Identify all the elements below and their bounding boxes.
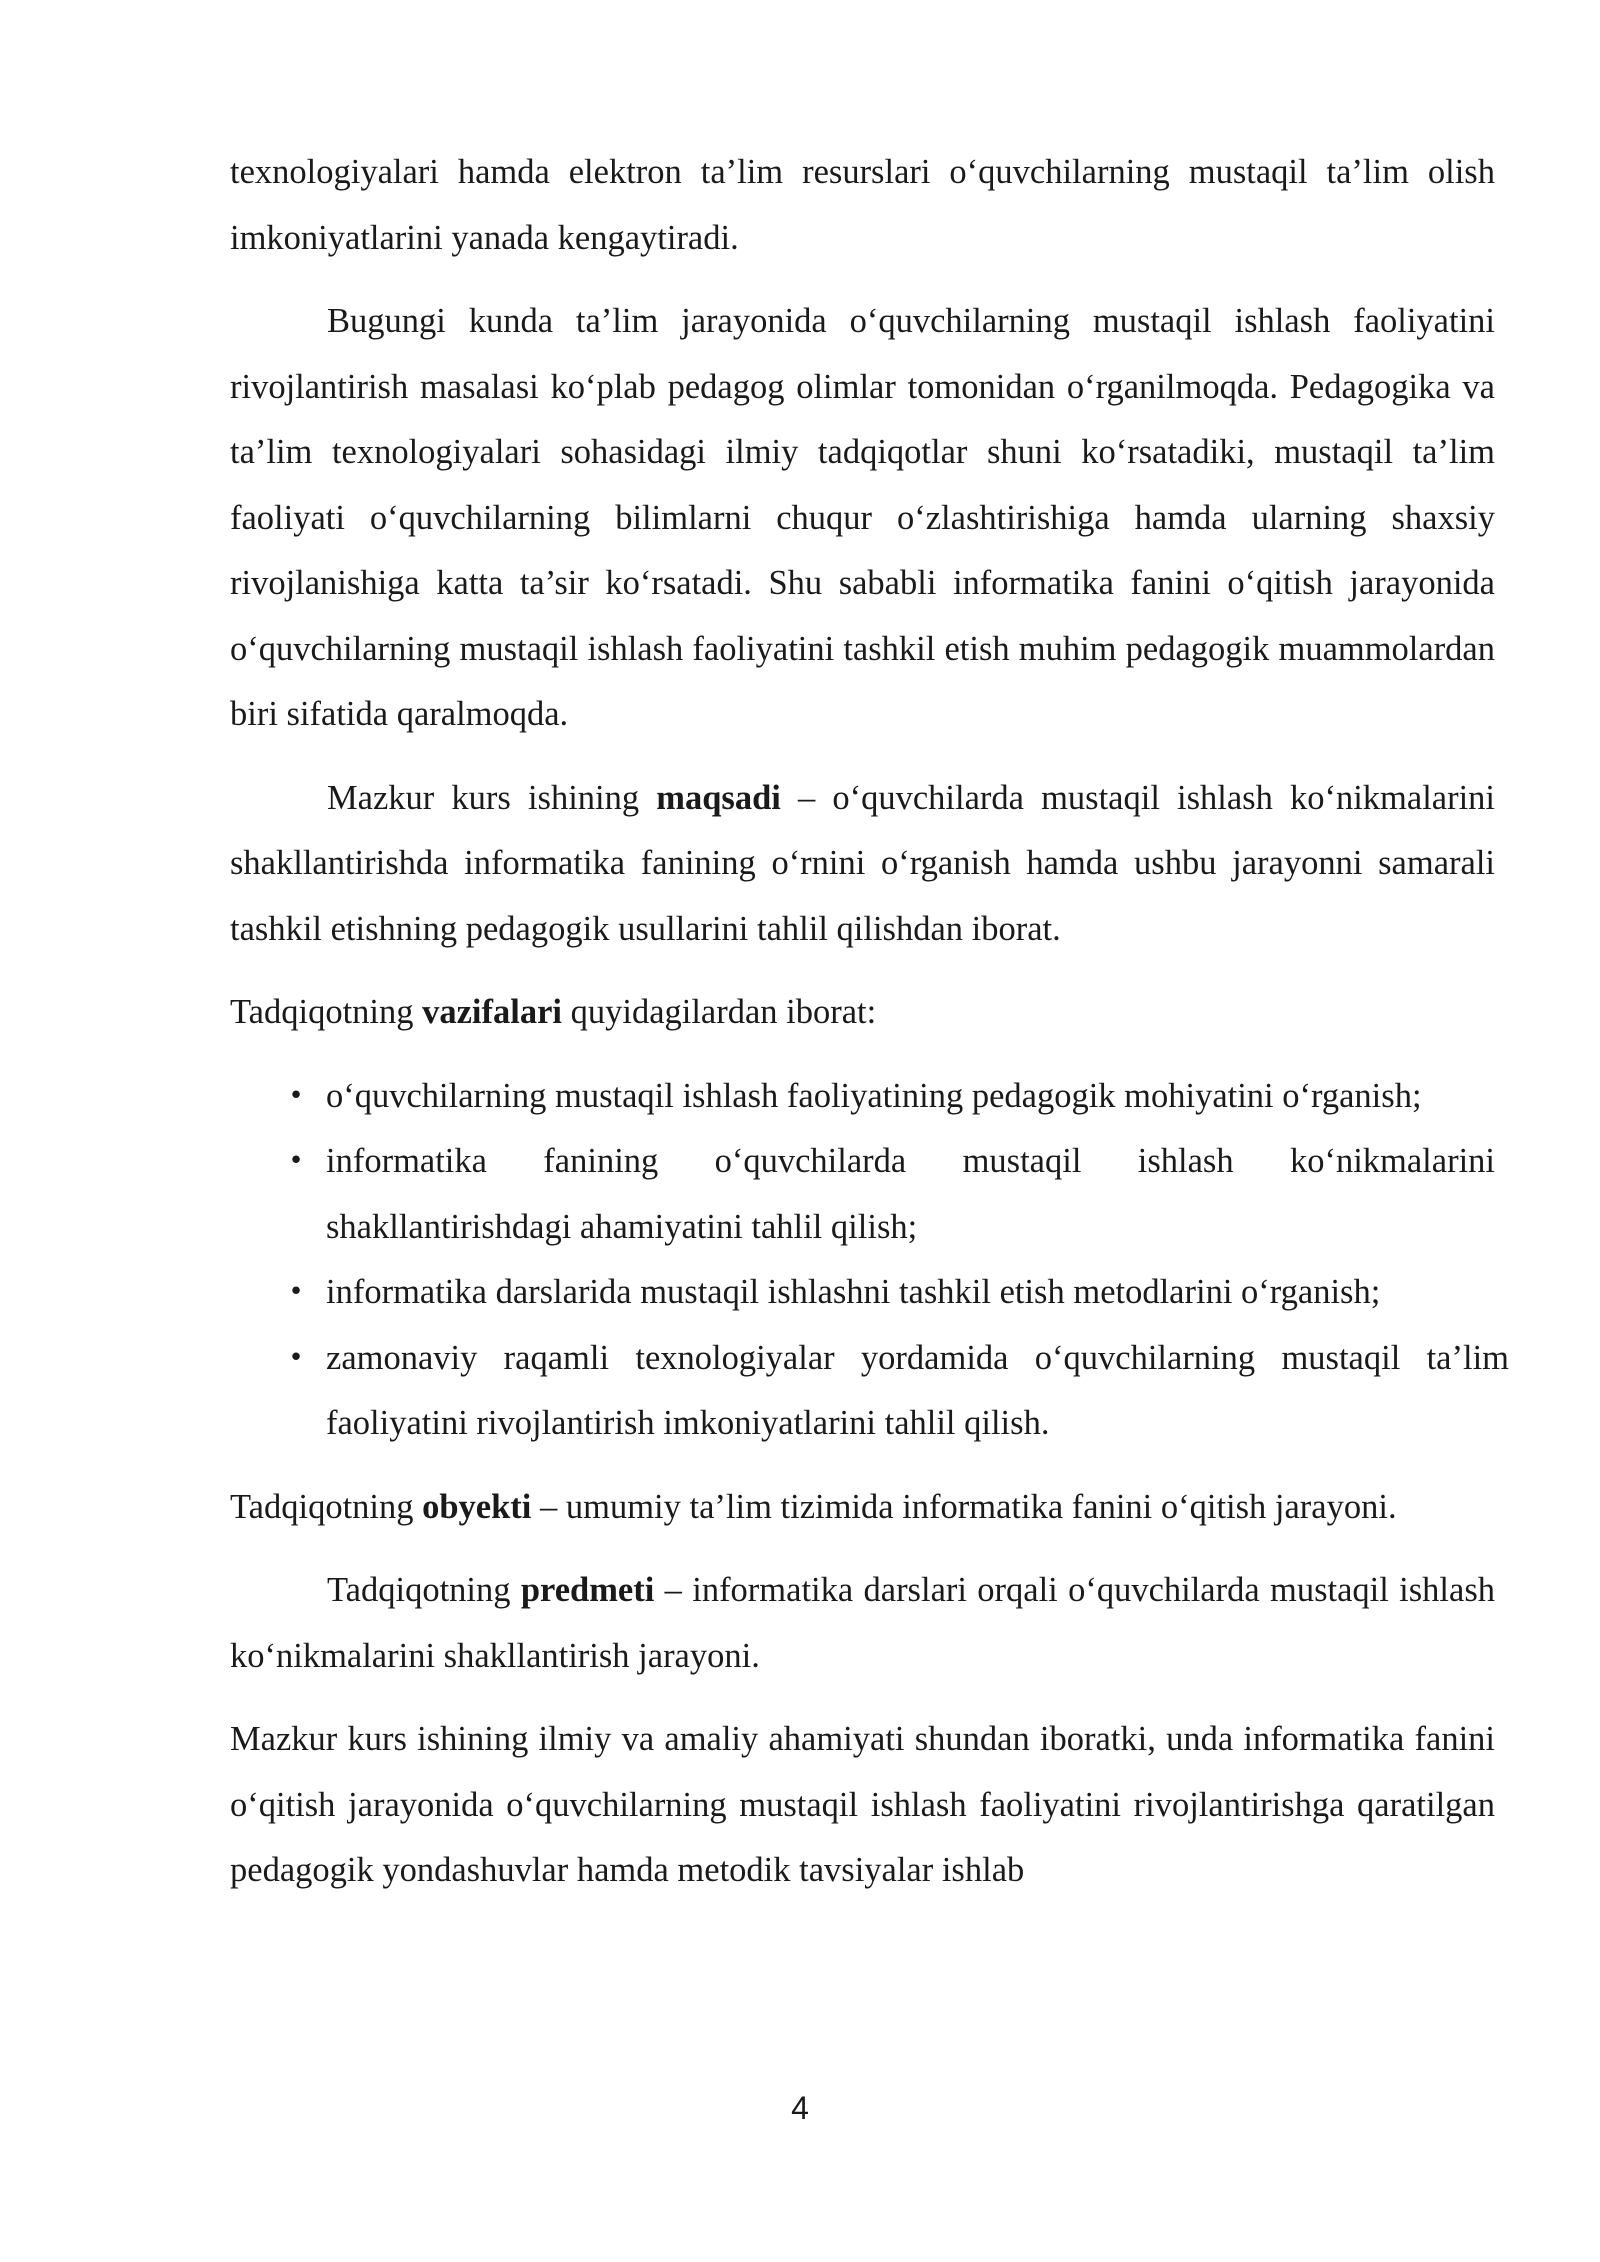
tasks-lead-text: Tadqiqotning xyxy=(230,993,423,1031)
tasks-list xyxy=(230,1064,1509,1457)
tasks-keyword: vazifalari xyxy=(422,993,562,1031)
object-text: – umumiy ta’lim tizimida informatika fanini o‘qitish jarayoni. xyxy=(531,1487,1397,1526)
bullet-icon: • xyxy=(288,1342,304,1373)
paragraph-goal xyxy=(230,766,1495,963)
subject-text: – informatika darslari orqali o‘quvchilarda mustaqil ishlash ko‘nikmalarini shakllantirish jarayoni. xyxy=(230,1571,1495,1675)
paragraph-object xyxy=(230,1475,1495,1541)
bullet-icon: • xyxy=(288,1277,304,1307)
object-keyword: obyekti xyxy=(422,1487,532,1526)
list-item xyxy=(230,1326,1509,1457)
bullet-icon: • xyxy=(288,1080,304,1111)
list-item-text: zamonaviy raqamli texnologiyalar yordamida o‘quvchilarning mustaqil ta’lim faoliyatini rivojlantirish imkoniyatlarini tahlil qilish. xyxy=(326,1338,1509,1442)
object-lead-text: Tadqiqotning xyxy=(230,1487,423,1526)
list-item-text: informatika fanining o‘quvchilarda mustaqil ishlash ko‘nikmalarini shakllantirishdagi ahamiyatini tahlil qilish; xyxy=(326,1142,1495,1246)
paragraph-research-background: Bugungi kunda ta’lim jarayonida o‘quvchilarning mustaqil ishlash faoliyatini rivojlantirish masalasi ko‘plab pedagog olimlar tomonidan o‘rganilmoqda. Pedagogika va ta’lim texnologiyalari sohasidagi ilmiy tadqiqotlar shuni ko‘rsatadiki, mustaqil ta’lim faoliyati o‘quvchilarning bilimlarni chuqur o‘zlashtirishiga hamda ularning shaxsiy rivojlanishiga katta ta’sir ko‘rsatadi. Shu sababli informatika fanini o‘qitish jarayonida o‘quvchilarning mustaqil ishlash faoliyatini tashkil etish muhim pedagogik muammolardan biri sifatida qaralmoqda. xyxy=(230,302,1495,733)
list-item xyxy=(230,1129,1495,1260)
goal-keyword: maqsadi xyxy=(656,778,781,817)
paragraph-tasks-intro xyxy=(230,980,1495,1046)
subject-lead-text: Tadqiqotning xyxy=(327,1571,521,1609)
paragraph-subject xyxy=(230,1558,1495,1689)
subject-keyword: predmeti xyxy=(520,1571,655,1609)
page-number: 4 xyxy=(791,2090,809,2126)
list-item-text: o‘quvchilarning mustaqil ishlash faoliyatining pedagogik mohiyatini o‘rganish; xyxy=(326,1076,1422,1115)
paragraph-continuation: texnologiyalari hamda elektron ta’lim resurslari o‘quvchilarning mustaqil ta’lim olish imkoniyatlarini yanada kengaytiradi. xyxy=(230,153,1495,257)
list-item xyxy=(230,1260,1495,1326)
paragraph-significance: Mazkur kurs ishining ilmiy va amaliy ahamiyati shundan iboratki, unda informatika fanini o‘qitish jarayonida o‘quvchilarning mustaqil ishlash faoliyatini rivojlantirishga qaratilgan pedagogik yondashuvlar hamda metodik tavsiyalar ishlab xyxy=(230,1720,1495,1889)
list-item-text: informatika darslarida mustaqil ishlashni tashkil etish metodlarini o‘rganish; xyxy=(326,1273,1381,1311)
goal-lead-text: Mazkur kurs ishining xyxy=(327,778,657,817)
bullet-icon: • xyxy=(288,1146,304,1176)
page-body xyxy=(230,140,1509,1922)
tasks-intro-text: quyidagilardan iborat: xyxy=(561,993,877,1031)
list-item xyxy=(230,1064,1495,1130)
goal-text: – o‘quvchilarda mustaqil ishlash ko‘nikmalarini shakllantirishda informatika fanining o‘rnini o‘rganish hamda ushbu jarayonni samarali tashkil etishning pedagogik usullarini tahlil qilishdan iborat. xyxy=(230,778,1496,948)
